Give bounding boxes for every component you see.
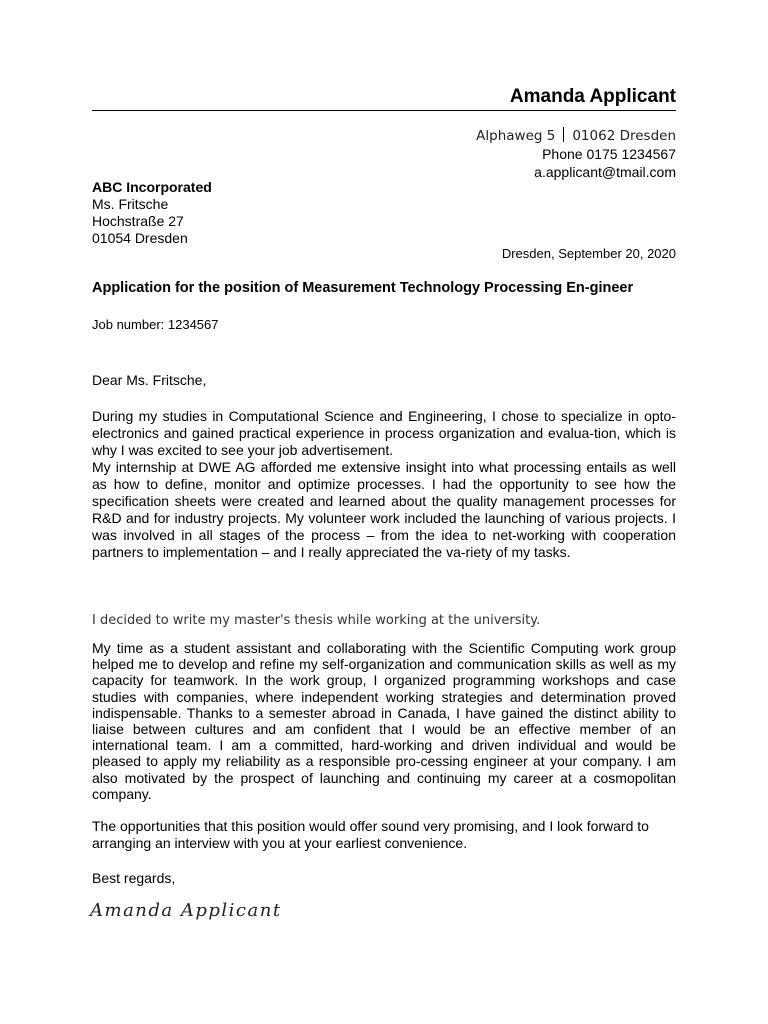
handwritten-signature: Amanda Applicant	[90, 900, 282, 921]
letter-date: Dresden, September 20, 2020	[501, 246, 676, 261]
paragraph-thesis: I decided to write my master's thesis while working at the university.	[92, 613, 541, 628]
sender-phone: Phone 0175 1234567	[542, 146, 676, 162]
recipient-address-block	[92, 179, 212, 247]
closing-phrase: Best regards,	[92, 870, 176, 886]
recipient-company: ABC Incorporated	[92, 179, 212, 195]
salutation: Dear Ms. Fritsche,	[92, 372, 207, 388]
sender-name: Amanda Applicant	[509, 86, 676, 107]
recipient-contact: Ms. Fritsche	[92, 196, 169, 212]
subject-line: Application for the position of Measurement Technology Processing En-gineer	[92, 280, 634, 296]
sender-email: a.applicant@tmail.com	[534, 164, 676, 180]
recipient-city: 01054 Dresden	[92, 230, 188, 246]
paragraph-closing-remarks: The opportunities that this position would offer sound very promising, and I look forward to arranging an interview with you at your earliest convenience.	[92, 818, 649, 851]
paragraph-student-assistant: My time as a student assistant and collaborating with the Scientific Computing work group helped me to develop and refine my self-organization and communication skills as well as my capacity for teamwork. In the work group, I organized programming workshops and case studies with companies, where independent working strategies and determination proved indispensable. Thanks to a semester abroad in Canada, I have gained the distinct ability to liaise between cultures and am confident that I would be an effective member of an international team. I am a committed, hard-working and driven individual and would be pleased to apply my reliability as a responsible pro-cessing engineer at your company. I am also motivated by the prospect of launching and continuing my career at a cosmopolitan company.	[92, 640, 676, 802]
address-separator	[563, 127, 564, 142]
sender-street: Alphaweg 5	[476, 128, 556, 144]
letter-body-intro	[92, 408, 676, 561]
job-number: Job number: 1234567	[92, 317, 219, 332]
paragraph-internship: My internship at DWE AG afforded me extensive insight into what processing entails as well as how to define, monitor and optimize processes. I had the opportunity to see how the specification sheets were created and learned about the quality management processes for R&D and for industry projects. My volunteer work included the launching of various projects. I was involved in all stages of the process – from the idea to net-working with cooperation partners to implementation – and I really appreciated the va-riety of my tasks.	[92, 459, 676, 560]
sender-city: 01062 Dresden	[572, 128, 676, 144]
recipient-street: Hochstraße 27	[92, 213, 184, 229]
sender-address-line	[476, 127, 676, 145]
sender-contact-block	[476, 127, 676, 181]
paragraph-studies: During my studies in Computational Science and Engineering, I chose to specialize in opto-electronics and gained practical experience in process organization and evalua-tion, which is why I was excited to see your job advertisement.	[92, 408, 676, 458]
header-rule	[92, 110, 676, 111]
